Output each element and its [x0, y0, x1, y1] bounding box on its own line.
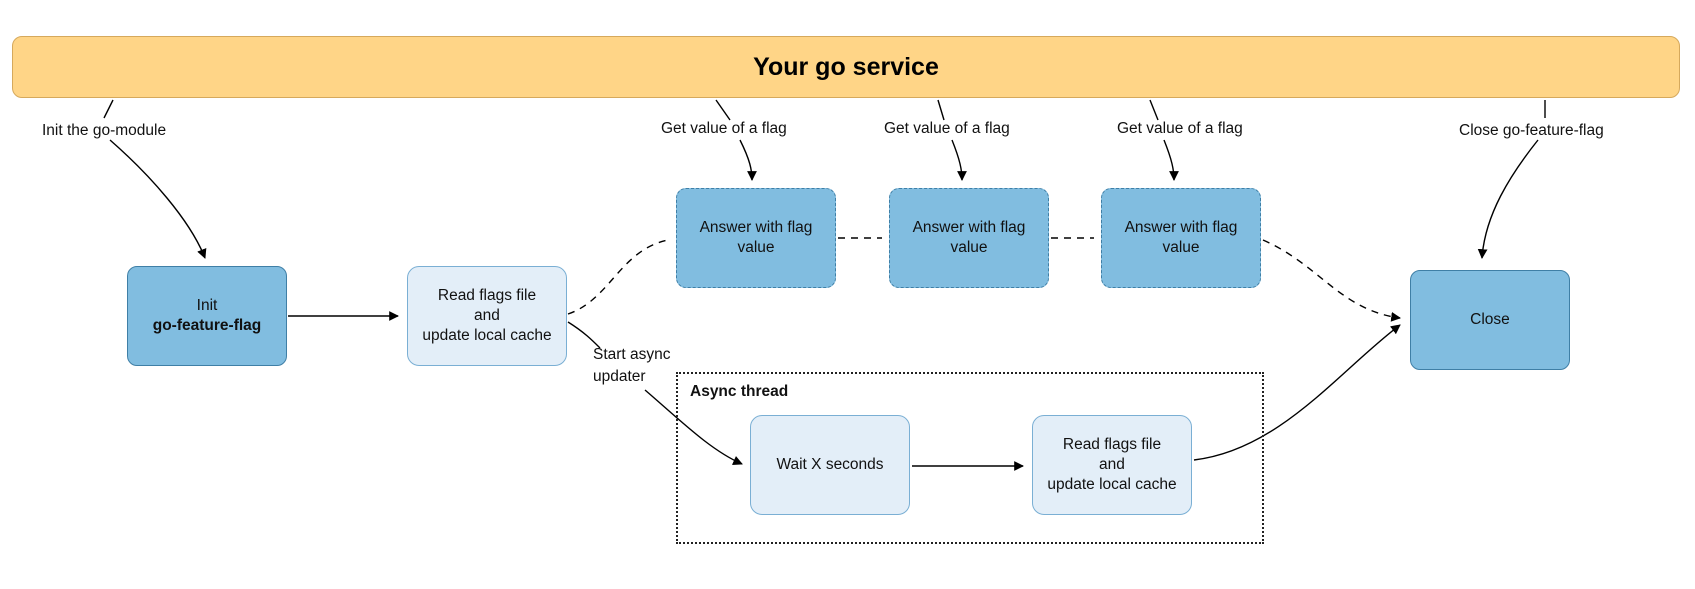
- node-close-label: Close: [1470, 311, 1510, 329]
- node-read2-line3: update local cache: [1047, 475, 1177, 493]
- node-answer1-line2: value: [737, 239, 775, 256]
- node-init-line1: Init: [196, 297, 218, 315]
- edge-label-start-async-line2: updater: [593, 368, 646, 385]
- node-read1-line2: and: [474, 307, 500, 325]
- node-read-flags-file-2: [1032, 415, 1192, 515]
- node-wait-label: Wait X seconds: [776, 456, 884, 474]
- node-init-go-feature-flag: [127, 266, 287, 366]
- node-answer-with-flag-value-1: [676, 188, 836, 288]
- node-answer2-line1: Answer with flag: [912, 219, 1026, 237]
- service-banner: [12, 36, 1680, 98]
- node-read1-line1: Read flags file: [437, 287, 537, 305]
- node-init-line2: go-feature-flag: [152, 317, 262, 334]
- service-banner-title: Your go service: [753, 53, 939, 81]
- node-close: [1410, 270, 1570, 370]
- node-wait-x-seconds: [750, 415, 910, 515]
- node-read1-line3: update local cache: [422, 326, 552, 344]
- node-answer3-line2: value: [1162, 239, 1200, 256]
- edge-label-init-go-module: Init the go-module: [42, 122, 167, 139]
- node-answer3-line1: Answer with flag: [1124, 219, 1238, 237]
- node-answer-with-flag-value-3: [1101, 188, 1261, 288]
- edge-label-get-value-1: Get value of a flag: [661, 120, 787, 137]
- node-read2-line1: Read flags file: [1062, 436, 1162, 454]
- node-answer2-line2: value: [950, 239, 988, 256]
- node-read2-line2: and: [1099, 456, 1125, 474]
- node-read-flags-file-1: [407, 266, 567, 366]
- node-answer-with-flag-value-2: [889, 188, 1049, 288]
- edge-label-start-async-line1: Start async: [593, 346, 671, 363]
- edge-label-get-value-2: Get value of a flag: [884, 120, 1010, 137]
- node-answer1-line1: Answer with flag: [699, 219, 813, 237]
- async-thread-group-label: Async thread: [690, 383, 789, 400]
- edge-label-get-value-3: Get value of a flag: [1117, 120, 1243, 137]
- edge-label-close-go-feature-flag: Close go-feature-flag: [1459, 122, 1604, 139]
